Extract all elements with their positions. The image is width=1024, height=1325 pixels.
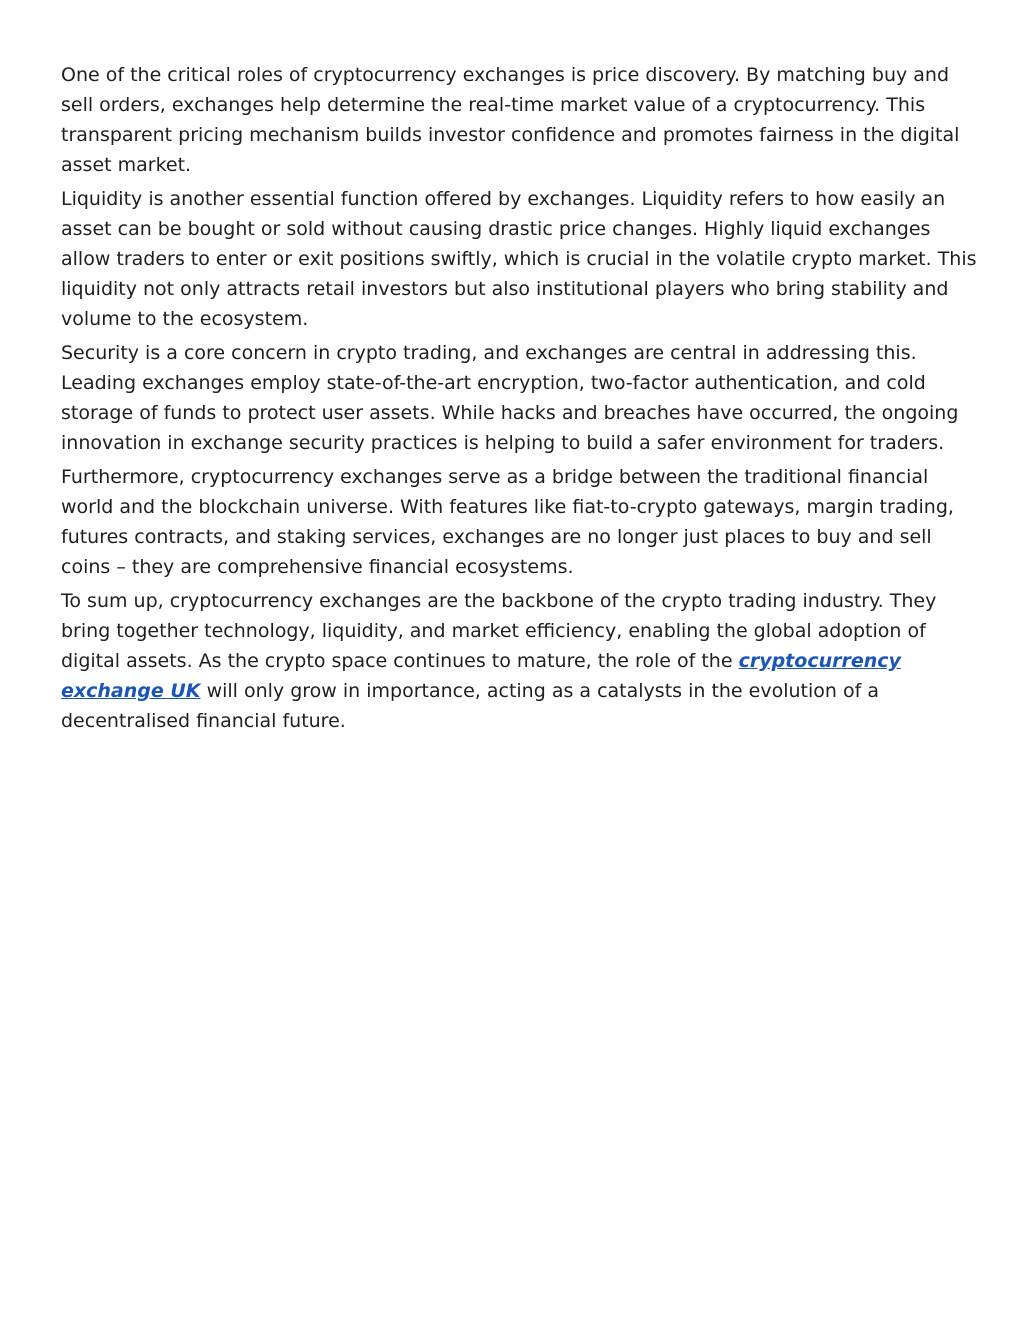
conclusion-text-before-link: To sum up, cryptocurrency exchanges are the backbone of the crypto trading industry. They bring together technology, liquidity, and market efficiency, enabling the global adoption of digital assets. As the crypto space continues to mature, the role of the (61, 590, 937, 672)
conclusion-text-after-link: will only grow in importance, acting as a catalysts in the evolution of a decentralised financial future. (61, 680, 879, 732)
paragraph-conclusion (61, 586, 981, 736)
document-page (61, 60, 981, 740)
cryptocurrency-exchange-uk-link[interactable]: cryptocurrency exchange UK (61, 650, 901, 702)
paragraph-bridge: Furthermore, cryptocurrency exchanges serve as a bridge between the traditional financial world and the blockchain universe. With features like fiat-to-crypto gateways, margin trading, futures contracts, and staking services, exchanges are no longer just places to buy and sell coins – they are comprehensive financial ecosystems. (61, 466, 954, 578)
paragraph-liquidity: Liquidity is another essential function offered by exchanges. Liquidity refers to how easily an asset can be bought or sold without causing drastic price changes. Highly liquid exchanges allow traders to enter or exit positions swiftly, which is crucial in the volatile crypto market. This liquidity not only attracts retail investors but also institutional players who bring stability and volume to the ecosystem. (61, 188, 977, 330)
paragraph-security: Security is a core concern in crypto trading, and exchanges are central in addressing this. Leading exchanges employ state-of-the-art encryption, two-factor authentication, and cold storage of funds to protect user assets. While hacks and breaches have occurred, the ongoing innovation in exchange security practices is helping to build a safer environment for traders. (61, 342, 959, 454)
paragraph-price-discovery: One of the critical roles of cryptocurrency exchanges is price discovery. By matching buy and sell orders, exchanges help determine the real-time market value of a cryptocurrency. This transparent pricing mechanism builds investor confidence and promotes fairness in the digital asset market. (61, 64, 960, 176)
